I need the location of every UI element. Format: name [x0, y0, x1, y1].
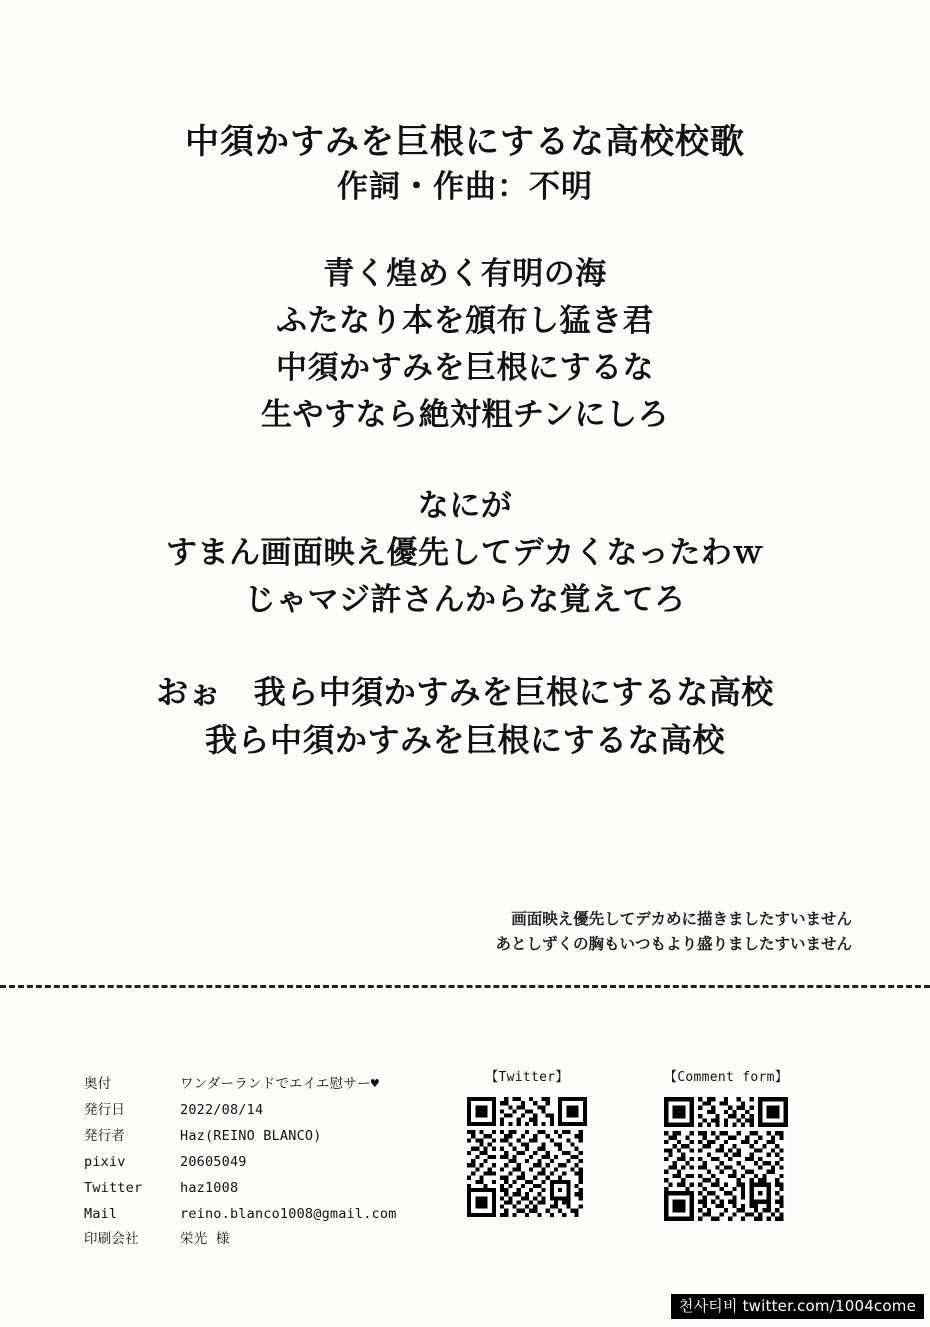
- author-note: [495, 908, 852, 958]
- twitter-qr-block: [452, 1066, 602, 1217]
- dashed-divider: [0, 985, 930, 988]
- school-song-section: [0, 120, 930, 765]
- song-line: 我ら中須かすみを巨根にするな高校: [204, 722, 725, 759]
- colophon-block: [84, 1072, 397, 1253]
- song-credit: 作詞・作曲：不明: [337, 168, 593, 204]
- colophon-value: ワンダーランドでエイエ慰サー♥: [180, 1076, 380, 1092]
- colophon-label: 印刷会社: [84, 1231, 139, 1248]
- colophon-label: 奥付: [84, 1076, 112, 1092]
- colophon-label: Mail: [84, 1205, 118, 1222]
- song-line: ふたなり本を頒布し猛き君: [276, 302, 654, 338]
- song-line: じゃマジ許さんからな覚えてろ: [244, 582, 686, 618]
- song-line: 生やすなら絶対粗チンにしろ: [261, 397, 669, 433]
- colophon-label: pixiv: [84, 1153, 126, 1170]
- song-verse-1: [0, 250, 930, 438]
- colophon-value: Haz(REINO BLANCO): [180, 1127, 322, 1144]
- song-line: 青く煌めく有明の海: [323, 255, 607, 291]
- colophon-value: haz1008: [180, 1179, 239, 1196]
- twitter-qr-caption: 【Twitter】: [485, 1070, 569, 1085]
- song-verse-3: [0, 668, 930, 765]
- watermark: [671, 1294, 924, 1319]
- colophon-row: [84, 1176, 397, 1202]
- song-title: 中須かすみを巨根にするな高校校歌: [185, 123, 745, 161]
- colophon-row: [84, 1202, 397, 1228]
- colophon-value: reino.blanco1008@gmail.com: [180, 1205, 397, 1222]
- colophon-label: 発行日: [84, 1101, 126, 1118]
- song-line: なにが: [417, 488, 513, 524]
- colophon-label: Twitter: [84, 1179, 143, 1196]
- colophon-value: 2022/08/14: [180, 1101, 264, 1118]
- colophon-row: [84, 1227, 397, 1253]
- colophon-label: 発行者: [84, 1127, 126, 1144]
- colophon-row: [84, 1150, 397, 1176]
- colophon-value: 栄光 様: [180, 1231, 230, 1248]
- colophon-row: [84, 1098, 397, 1124]
- author-note-line: あとしずくの胸もいつもより盛りましたすいません: [495, 935, 852, 953]
- song-verse-2: [0, 482, 930, 623]
- twitter-qr-code[interactable]: [467, 1097, 587, 1217]
- comment-form-qr-caption: 【Comment form】: [663, 1070, 789, 1085]
- song-line: おぉ 我ら中須かすみを巨根にするな高校: [156, 673, 774, 710]
- watermark-text: 천사티비 twitter.com/1004come: [678, 1297, 916, 1315]
- author-note-line: 画面映え優先してデカめに描きましたすいません: [511, 911, 852, 928]
- comment-form-qr-code[interactable]: [664, 1097, 788, 1221]
- comment-form-qr-block: [636, 1066, 816, 1221]
- colophon-value: 20605049: [180, 1153, 247, 1170]
- song-line: 中須かすみを巨根にするな: [276, 349, 654, 385]
- colophon-row: [84, 1072, 397, 1098]
- colophon-row: [84, 1124, 397, 1150]
- song-line: すまん画面映え優先してデカくなったわｗ: [166, 535, 764, 571]
